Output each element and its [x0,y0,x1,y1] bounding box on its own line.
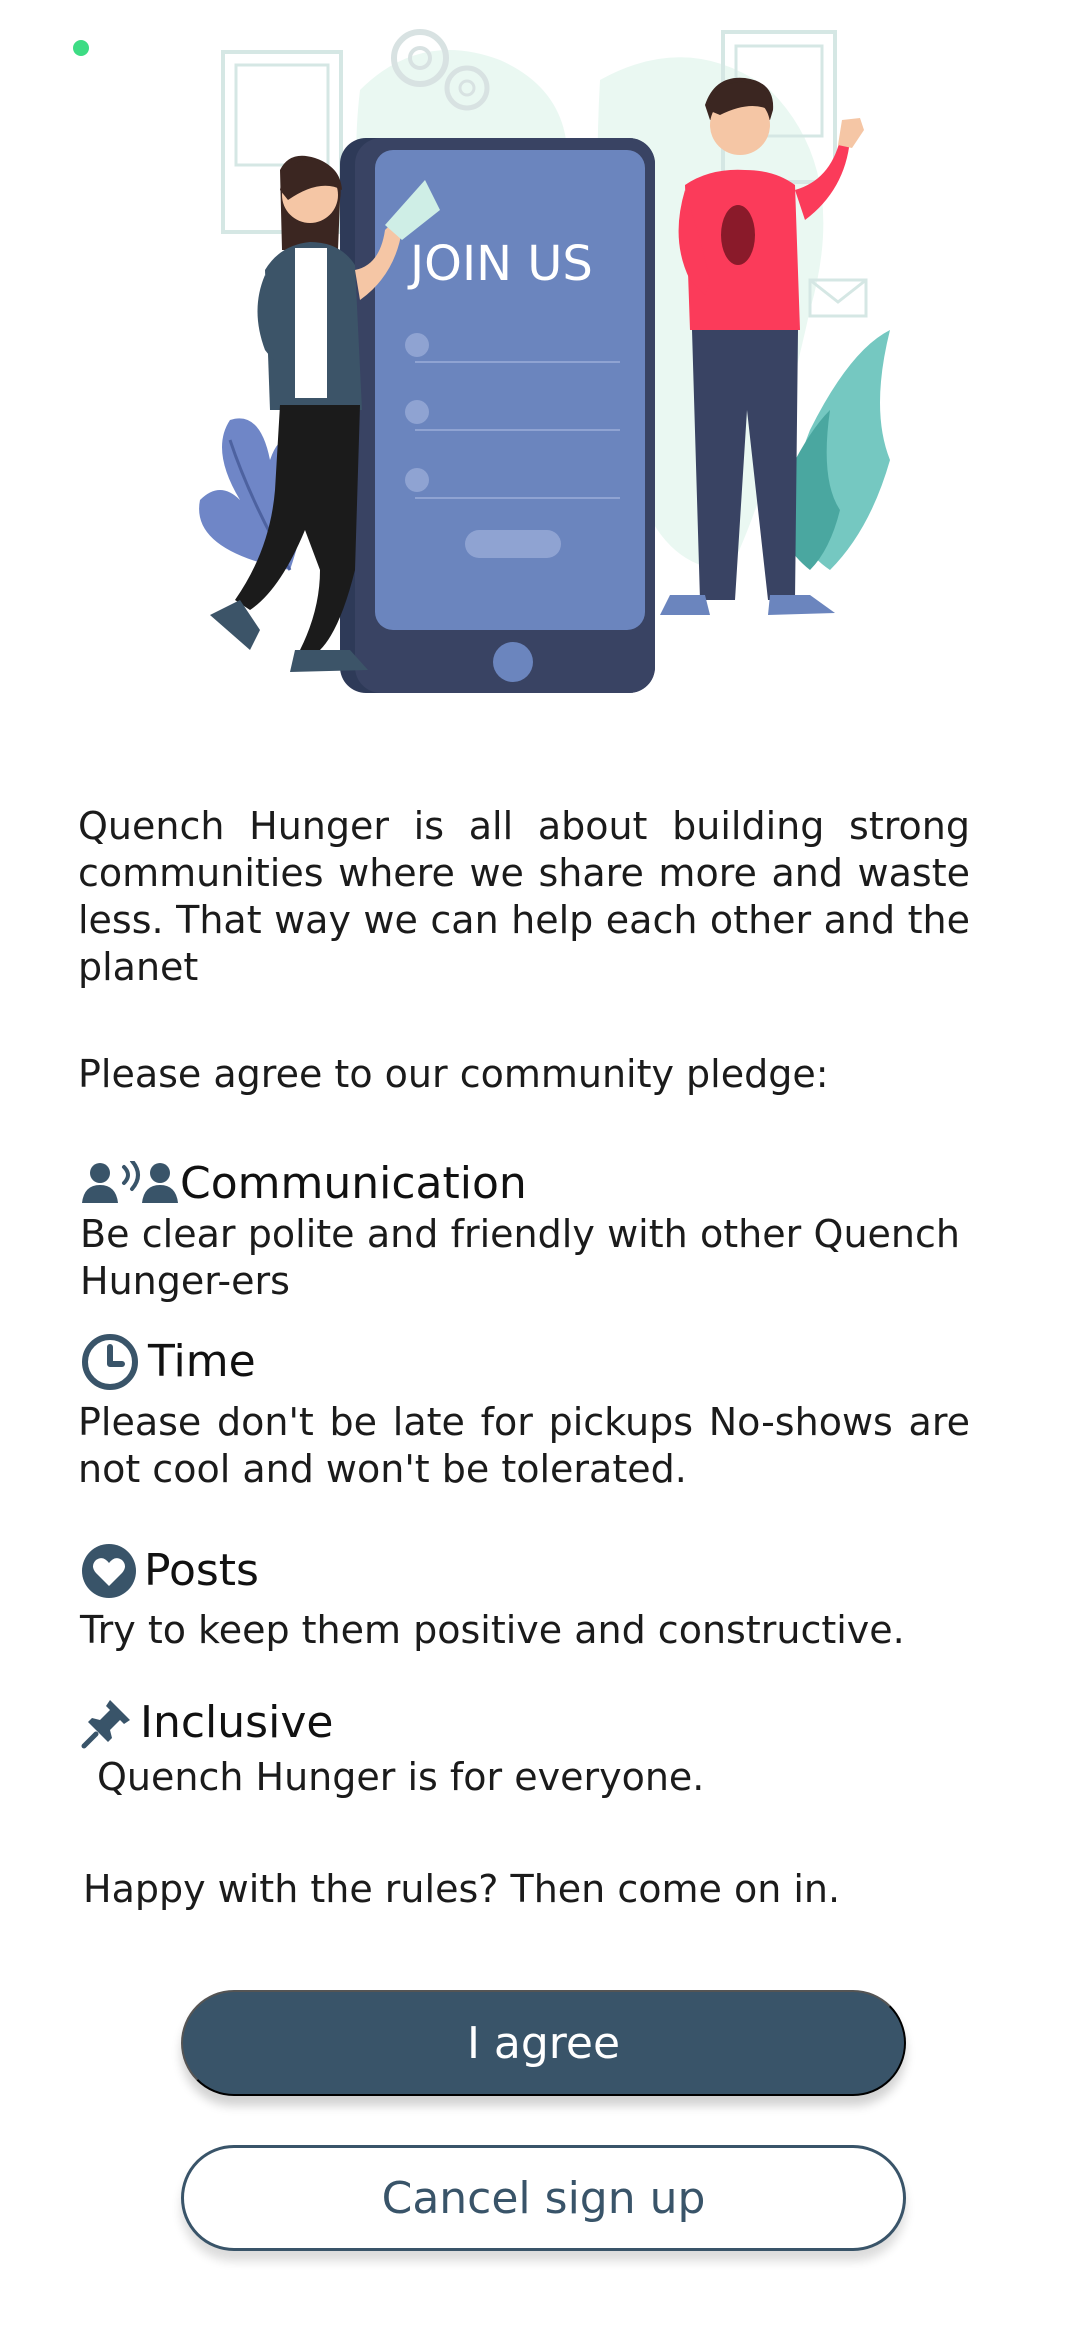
clock-icon [80,1332,140,1392]
people-talking-icon [80,1161,180,1207]
intro-paragraph: Quench Hunger is all about building strong communities where we share more and waste less. That way we can help each other and the planet [78,804,970,989]
rule-time-heading [80,1332,256,1392]
join-us-sign-text: JOIN US [410,236,593,292]
rule-communication-heading [80,1158,527,1210]
rule-posts-title: Posts [144,1545,259,1596]
status-indicator-dot [73,40,89,56]
heart-icon [80,1542,138,1600]
rule-time-text: Please don't be late for pickups No-shows are not cool and won't be tolerated. [78,1400,970,1491]
rule-inclusive-heading [80,1696,333,1750]
join-us-illustration [170,10,930,700]
rule-communication-title: Communication [180,1158,527,1209]
rule-posts-text: Try to keep them positive and constructive. [80,1608,905,1652]
agree-button[interactable]: I agree [181,1990,906,2096]
pledge-prompt: Please agree to our community pledge: [78,1052,829,1096]
rule-inclusive-title: Inclusive [140,1697,334,1748]
closing-text: Happy with the rules? Then come on in. [83,1867,841,1911]
pin-icon [80,1696,134,1750]
cancel-signup-button[interactable]: Cancel sign up [181,2145,906,2251]
rule-communication-text: Be clear polite and friendly with other Quench Hunger-ers [80,1212,960,1303]
rule-inclusive-text: Quench Hunger is for everyone. [97,1755,705,1799]
rule-posts-heading [80,1542,259,1600]
rule-time-title: Time [148,1336,256,1387]
